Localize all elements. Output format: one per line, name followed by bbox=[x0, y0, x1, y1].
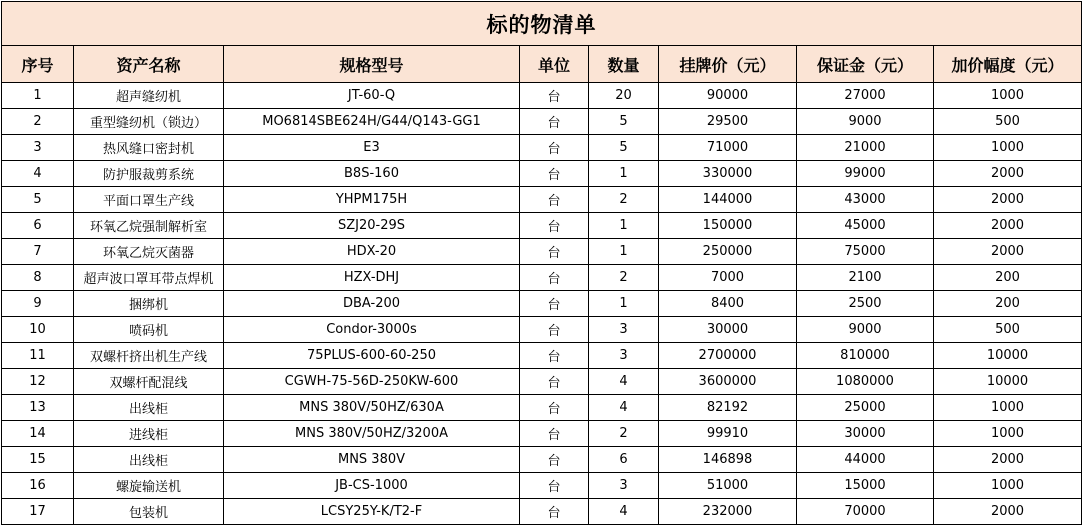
cell-deposit: 2500 bbox=[797, 291, 934, 317]
table-title: 标的物清单 bbox=[2, 2, 1082, 46]
cell-seq: 16 bbox=[2, 473, 74, 499]
cell-spec-model: HDX-20 bbox=[224, 239, 520, 265]
cell-bid-increment: 1000 bbox=[934, 473, 1082, 499]
cell-bid-increment: 2000 bbox=[934, 239, 1082, 265]
cell-deposit: 15000 bbox=[797, 473, 934, 499]
cell-unit: 台 bbox=[520, 109, 589, 135]
asset-list-table bbox=[1, 1, 1082, 525]
table-row bbox=[2, 83, 1082, 109]
cell-quantity: 1 bbox=[589, 213, 659, 239]
cell-listing-price: 51000 bbox=[659, 473, 797, 499]
cell-asset-name: 平面口罩生产线 bbox=[74, 187, 224, 213]
header-seq: 序号 bbox=[2, 46, 74, 83]
table-row bbox=[2, 187, 1082, 213]
cell-asset-name: 双螺杆挤出机生产线 bbox=[74, 343, 224, 369]
cell-unit: 台 bbox=[520, 421, 589, 447]
cell-unit: 台 bbox=[520, 135, 589, 161]
cell-listing-price: 7000 bbox=[659, 265, 797, 291]
cell-quantity: 6 bbox=[589, 447, 659, 473]
cell-bid-increment: 2000 bbox=[934, 499, 1082, 525]
cell-listing-price: 30000 bbox=[659, 317, 797, 343]
cell-bid-increment: 1000 bbox=[934, 83, 1082, 109]
cell-deposit: 75000 bbox=[797, 239, 934, 265]
cell-asset-name: 螺旋输送机 bbox=[74, 473, 224, 499]
cell-spec-model: MNS 380V/50HZ/3200A bbox=[224, 421, 520, 447]
table-row bbox=[2, 473, 1082, 499]
cell-deposit: 99000 bbox=[797, 161, 934, 187]
cell-unit: 台 bbox=[520, 395, 589, 421]
cell-seq: 3 bbox=[2, 135, 74, 161]
cell-bid-increment: 200 bbox=[934, 291, 1082, 317]
cell-deposit: 43000 bbox=[797, 187, 934, 213]
cell-spec-model: LCSY25Y-K/T2-F bbox=[224, 499, 520, 525]
table-row bbox=[2, 291, 1082, 317]
cell-spec-model: MNS 380V bbox=[224, 447, 520, 473]
cell-bid-increment: 2000 bbox=[934, 161, 1082, 187]
header-qty: 数量 bbox=[589, 46, 659, 83]
cell-quantity: 4 bbox=[589, 369, 659, 395]
cell-quantity: 5 bbox=[589, 109, 659, 135]
cell-deposit: 810000 bbox=[797, 343, 934, 369]
title-row bbox=[2, 2, 1082, 46]
cell-spec-model: JB-CS-1000 bbox=[224, 473, 520, 499]
cell-listing-price: 29500 bbox=[659, 109, 797, 135]
cell-spec-model: JT-60-Q bbox=[224, 83, 520, 109]
cell-deposit: 21000 bbox=[797, 135, 934, 161]
header-unit: 单位 bbox=[520, 46, 589, 83]
cell-listing-price: 90000 bbox=[659, 83, 797, 109]
cell-listing-price: 82192 bbox=[659, 395, 797, 421]
cell-bid-increment: 500 bbox=[934, 317, 1082, 343]
table-row bbox=[2, 343, 1082, 369]
cell-asset-name: 超声缝纫机 bbox=[74, 83, 224, 109]
table-row bbox=[2, 499, 1082, 525]
cell-seq: 14 bbox=[2, 421, 74, 447]
header-price: 挂牌价（元） bbox=[659, 46, 797, 83]
cell-quantity: 2 bbox=[589, 187, 659, 213]
table-row bbox=[2, 109, 1082, 135]
cell-seq: 12 bbox=[2, 369, 74, 395]
cell-deposit: 27000 bbox=[797, 83, 934, 109]
cell-asset-name: 重型缝纫机（锁边） bbox=[74, 109, 224, 135]
cell-deposit: 70000 bbox=[797, 499, 934, 525]
cell-asset-name: 环氧乙烷强制解析室 bbox=[74, 213, 224, 239]
cell-unit: 台 bbox=[520, 499, 589, 525]
cell-bid-increment: 2000 bbox=[934, 187, 1082, 213]
header-name: 资产名称 bbox=[74, 46, 224, 83]
cell-listing-price: 146898 bbox=[659, 447, 797, 473]
cell-seq: 15 bbox=[2, 447, 74, 473]
cell-unit: 台 bbox=[520, 187, 589, 213]
cell-spec-model: HZX-DHJ bbox=[224, 265, 520, 291]
cell-seq: 17 bbox=[2, 499, 74, 525]
cell-asset-name: 环氧乙烷灭菌器 bbox=[74, 239, 224, 265]
cell-seq: 7 bbox=[2, 239, 74, 265]
header-row bbox=[2, 46, 1082, 83]
cell-deposit: 44000 bbox=[797, 447, 934, 473]
cell-listing-price: 3600000 bbox=[659, 369, 797, 395]
cell-unit: 台 bbox=[520, 317, 589, 343]
table-row bbox=[2, 369, 1082, 395]
cell-spec-model: SZJ20-29S bbox=[224, 213, 520, 239]
cell-spec-model: Condor-3000s bbox=[224, 317, 520, 343]
cell-spec-model: MNS 380V/50HZ/630A bbox=[224, 395, 520, 421]
cell-spec-model: B8S-160 bbox=[224, 161, 520, 187]
table-row bbox=[2, 395, 1082, 421]
cell-quantity: 20 bbox=[589, 83, 659, 109]
cell-listing-price: 330000 bbox=[659, 161, 797, 187]
table-row bbox=[2, 239, 1082, 265]
cell-bid-increment: 1000 bbox=[934, 421, 1082, 447]
cell-quantity: 5 bbox=[589, 135, 659, 161]
table-row bbox=[2, 421, 1082, 447]
cell-spec-model: YHPM175H bbox=[224, 187, 520, 213]
cell-spec-model: DBA-200 bbox=[224, 291, 520, 317]
cell-bid-increment: 2000 bbox=[934, 447, 1082, 473]
cell-unit: 台 bbox=[520, 265, 589, 291]
cell-seq: 11 bbox=[2, 343, 74, 369]
cell-unit: 台 bbox=[520, 291, 589, 317]
cell-asset-name: 包装机 bbox=[74, 499, 224, 525]
cell-listing-price: 8400 bbox=[659, 291, 797, 317]
table-row bbox=[2, 135, 1082, 161]
cell-unit: 台 bbox=[520, 239, 589, 265]
cell-quantity: 3 bbox=[589, 317, 659, 343]
cell-listing-price: 250000 bbox=[659, 239, 797, 265]
cell-unit: 台 bbox=[520, 343, 589, 369]
cell-listing-price: 232000 bbox=[659, 499, 797, 525]
cell-seq: 9 bbox=[2, 291, 74, 317]
table-row bbox=[2, 317, 1082, 343]
table-row bbox=[2, 213, 1082, 239]
cell-quantity: 2 bbox=[589, 265, 659, 291]
table-row bbox=[2, 265, 1082, 291]
cell-seq: 5 bbox=[2, 187, 74, 213]
cell-quantity: 3 bbox=[589, 343, 659, 369]
cell-unit: 台 bbox=[520, 369, 589, 395]
cell-listing-price: 150000 bbox=[659, 213, 797, 239]
cell-deposit: 9000 bbox=[797, 109, 934, 135]
cell-seq: 2 bbox=[2, 109, 74, 135]
cell-asset-name: 超声波口罩耳带点焊机 bbox=[74, 265, 224, 291]
cell-unit: 台 bbox=[520, 447, 589, 473]
cell-deposit: 45000 bbox=[797, 213, 934, 239]
cell-deposit: 30000 bbox=[797, 421, 934, 447]
cell-seq: 1 bbox=[2, 83, 74, 109]
cell-asset-name: 热风缝口密封机 bbox=[74, 135, 224, 161]
cell-quantity: 4 bbox=[589, 395, 659, 421]
cell-spec-model: E3 bbox=[224, 135, 520, 161]
header-increment: 加价幅度（元） bbox=[934, 46, 1082, 83]
cell-asset-name: 捆绑机 bbox=[74, 291, 224, 317]
cell-bid-increment: 500 bbox=[934, 109, 1082, 135]
cell-bid-increment: 1000 bbox=[934, 135, 1082, 161]
cell-asset-name: 双螺杆配混线 bbox=[74, 369, 224, 395]
cell-bid-increment: 10000 bbox=[934, 369, 1082, 395]
cell-unit: 台 bbox=[520, 473, 589, 499]
cell-seq: 4 bbox=[2, 161, 74, 187]
cell-quantity: 4 bbox=[589, 499, 659, 525]
cell-quantity: 1 bbox=[589, 161, 659, 187]
cell-spec-model: CGWH-75-56D-250KW-600 bbox=[224, 369, 520, 395]
cell-bid-increment: 1000 bbox=[934, 395, 1082, 421]
cell-deposit: 25000 bbox=[797, 395, 934, 421]
cell-asset-name: 出线柜 bbox=[74, 395, 224, 421]
cell-unit: 台 bbox=[520, 83, 589, 109]
cell-asset-name: 出线柜 bbox=[74, 447, 224, 473]
cell-seq: 10 bbox=[2, 317, 74, 343]
cell-unit: 台 bbox=[520, 213, 589, 239]
table-row bbox=[2, 161, 1082, 187]
cell-listing-price: 2700000 bbox=[659, 343, 797, 369]
header-spec: 规格型号 bbox=[224, 46, 520, 83]
cell-spec-model: MO6814SBE624H/G44/Q143-GG1 bbox=[224, 109, 520, 135]
cell-asset-name: 喷码机 bbox=[74, 317, 224, 343]
cell-spec-model: 75PLUS-600-60-250 bbox=[224, 343, 520, 369]
cell-seq: 6 bbox=[2, 213, 74, 239]
cell-asset-name: 防护服裁剪系统 bbox=[74, 161, 224, 187]
cell-bid-increment: 10000 bbox=[934, 343, 1082, 369]
cell-deposit: 2100 bbox=[797, 265, 934, 291]
cell-bid-increment: 200 bbox=[934, 265, 1082, 291]
cell-listing-price: 71000 bbox=[659, 135, 797, 161]
cell-quantity: 2 bbox=[589, 421, 659, 447]
cell-listing-price: 144000 bbox=[659, 187, 797, 213]
cell-quantity: 1 bbox=[589, 239, 659, 265]
cell-seq: 13 bbox=[2, 395, 74, 421]
cell-quantity: 3 bbox=[589, 473, 659, 499]
header-deposit: 保证金（元） bbox=[797, 46, 934, 83]
cell-quantity: 1 bbox=[589, 291, 659, 317]
cell-deposit: 1080000 bbox=[797, 369, 934, 395]
cell-seq: 8 bbox=[2, 265, 74, 291]
table-row bbox=[2, 447, 1082, 473]
cell-unit: 台 bbox=[520, 161, 589, 187]
cell-bid-increment: 2000 bbox=[934, 213, 1082, 239]
cell-deposit: 9000 bbox=[797, 317, 934, 343]
cell-listing-price: 99910 bbox=[659, 421, 797, 447]
cell-asset-name: 进线柜 bbox=[74, 421, 224, 447]
